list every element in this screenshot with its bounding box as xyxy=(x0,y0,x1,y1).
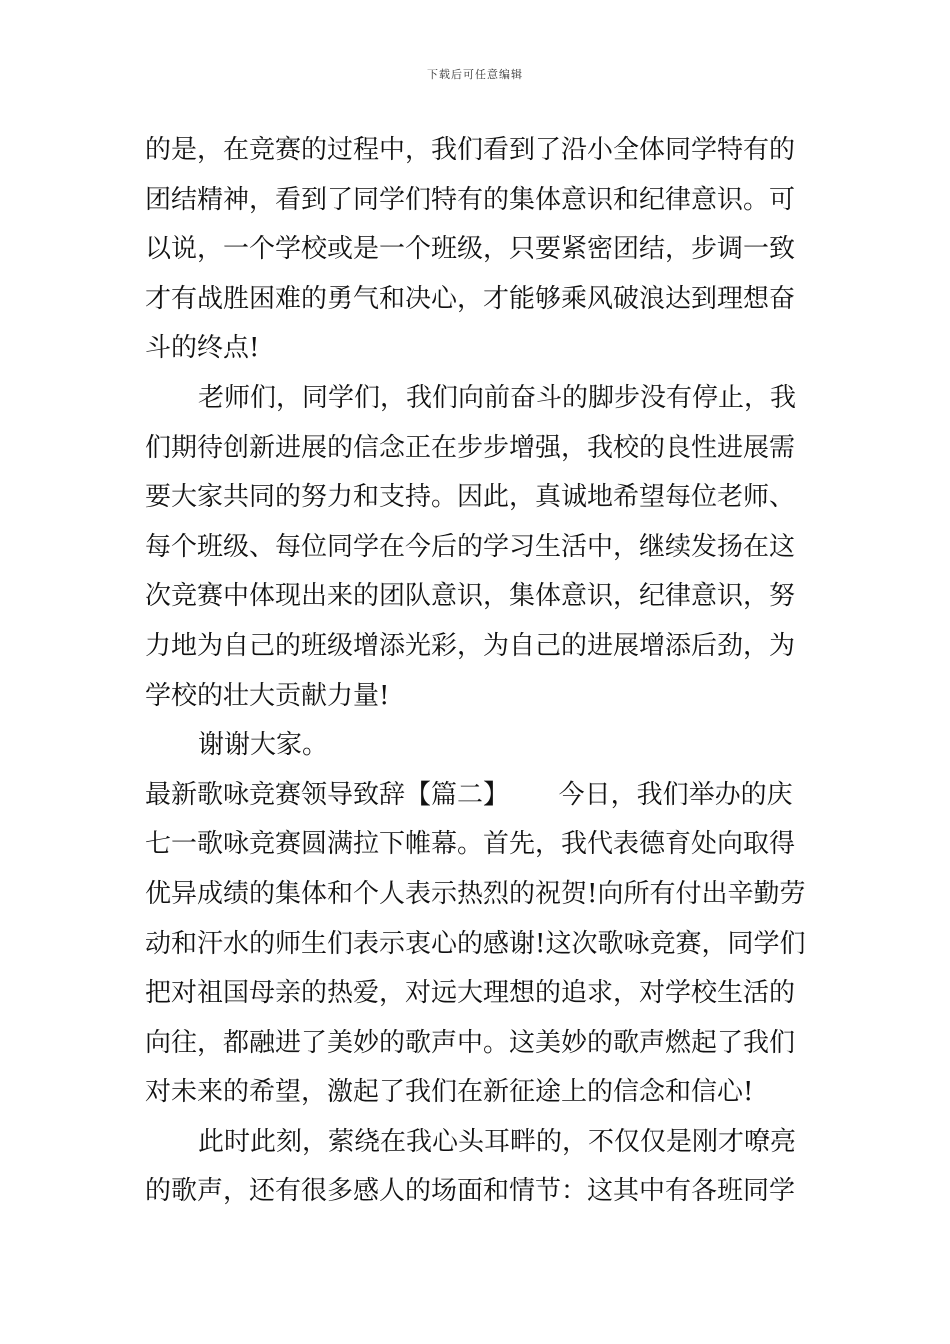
document-body xyxy=(145,126,810,1217)
text-line: 以说，一个学校或是一个班级，只要紧密团结，步调一致 xyxy=(145,234,796,265)
text-line: 的歌声，还有很多感人的场面和情节：这其中有各班同学 xyxy=(145,1176,796,1207)
text-line: 次竞赛中体现出来的团队意识，集体意识，纪律意识，努 xyxy=(145,581,796,612)
text-line: 力地为自己的班级增添光彩，为自己的进展增添后劲，为 xyxy=(145,630,796,661)
text-line: 把对祖国母亲的热爱，对远大理想的追求，对学校生活的 xyxy=(145,978,796,1009)
text-line: 最新歌咏竞赛领导致辞【篇二】 今日，我们举办的庆 xyxy=(145,779,793,810)
text-line: 对未来的希望，激起了我们在新征途上的信念和信心! xyxy=(145,1077,754,1108)
page-header: 下载后可任意编辑 xyxy=(427,68,523,81)
text-line: 们期待创新进展的信念正在步步增强，我校的良性进展需 xyxy=(145,432,796,463)
text-line: 老师们，同学们，我们向前奋斗的脚步没有停止，我 xyxy=(198,382,797,413)
text-line: 此时此刻，萦绕在我心头耳畔的，不仅仅是刚才嘹亮 xyxy=(198,1126,797,1157)
text-line: 七一歌咏竞赛圆满拉下帷幕。首先，我代表德育处向取得 xyxy=(145,829,796,860)
text-line: 每个班级、每位同学在今后的学习生活中，继续发扬在这 xyxy=(145,531,796,562)
text-line: 谢谢大家。 xyxy=(198,730,329,761)
text-line: 向往，都融进了美妙的歌声中。这美妙的歌声燃起了我们 xyxy=(145,1027,796,1058)
text-line: 动和汗水的师生们表示衷心的感谢!这次歌咏竞赛，同学们 xyxy=(145,928,806,959)
text-line: 优异成绩的集体和个人表示热烈的祝贺!向所有付出辛勤劳 xyxy=(145,878,806,909)
text-line: 才有战胜困难的勇气和决心，才能够乘风破浪达到理想奋 xyxy=(145,283,796,314)
text-line: 斗的终点! xyxy=(145,333,260,364)
text-line: 的是，在竞赛的过程中，我们看到了沿小全体同学特有的 xyxy=(145,135,796,165)
text-line: 团结精神，看到了同学们特有的集体意识和纪律意识。可 xyxy=(145,184,796,215)
text-line: 要大家共同的努力和支持。因此，真诚地希望每位老师、 xyxy=(145,482,796,513)
text-line: 学校的壮大贡献力量! xyxy=(145,680,390,711)
